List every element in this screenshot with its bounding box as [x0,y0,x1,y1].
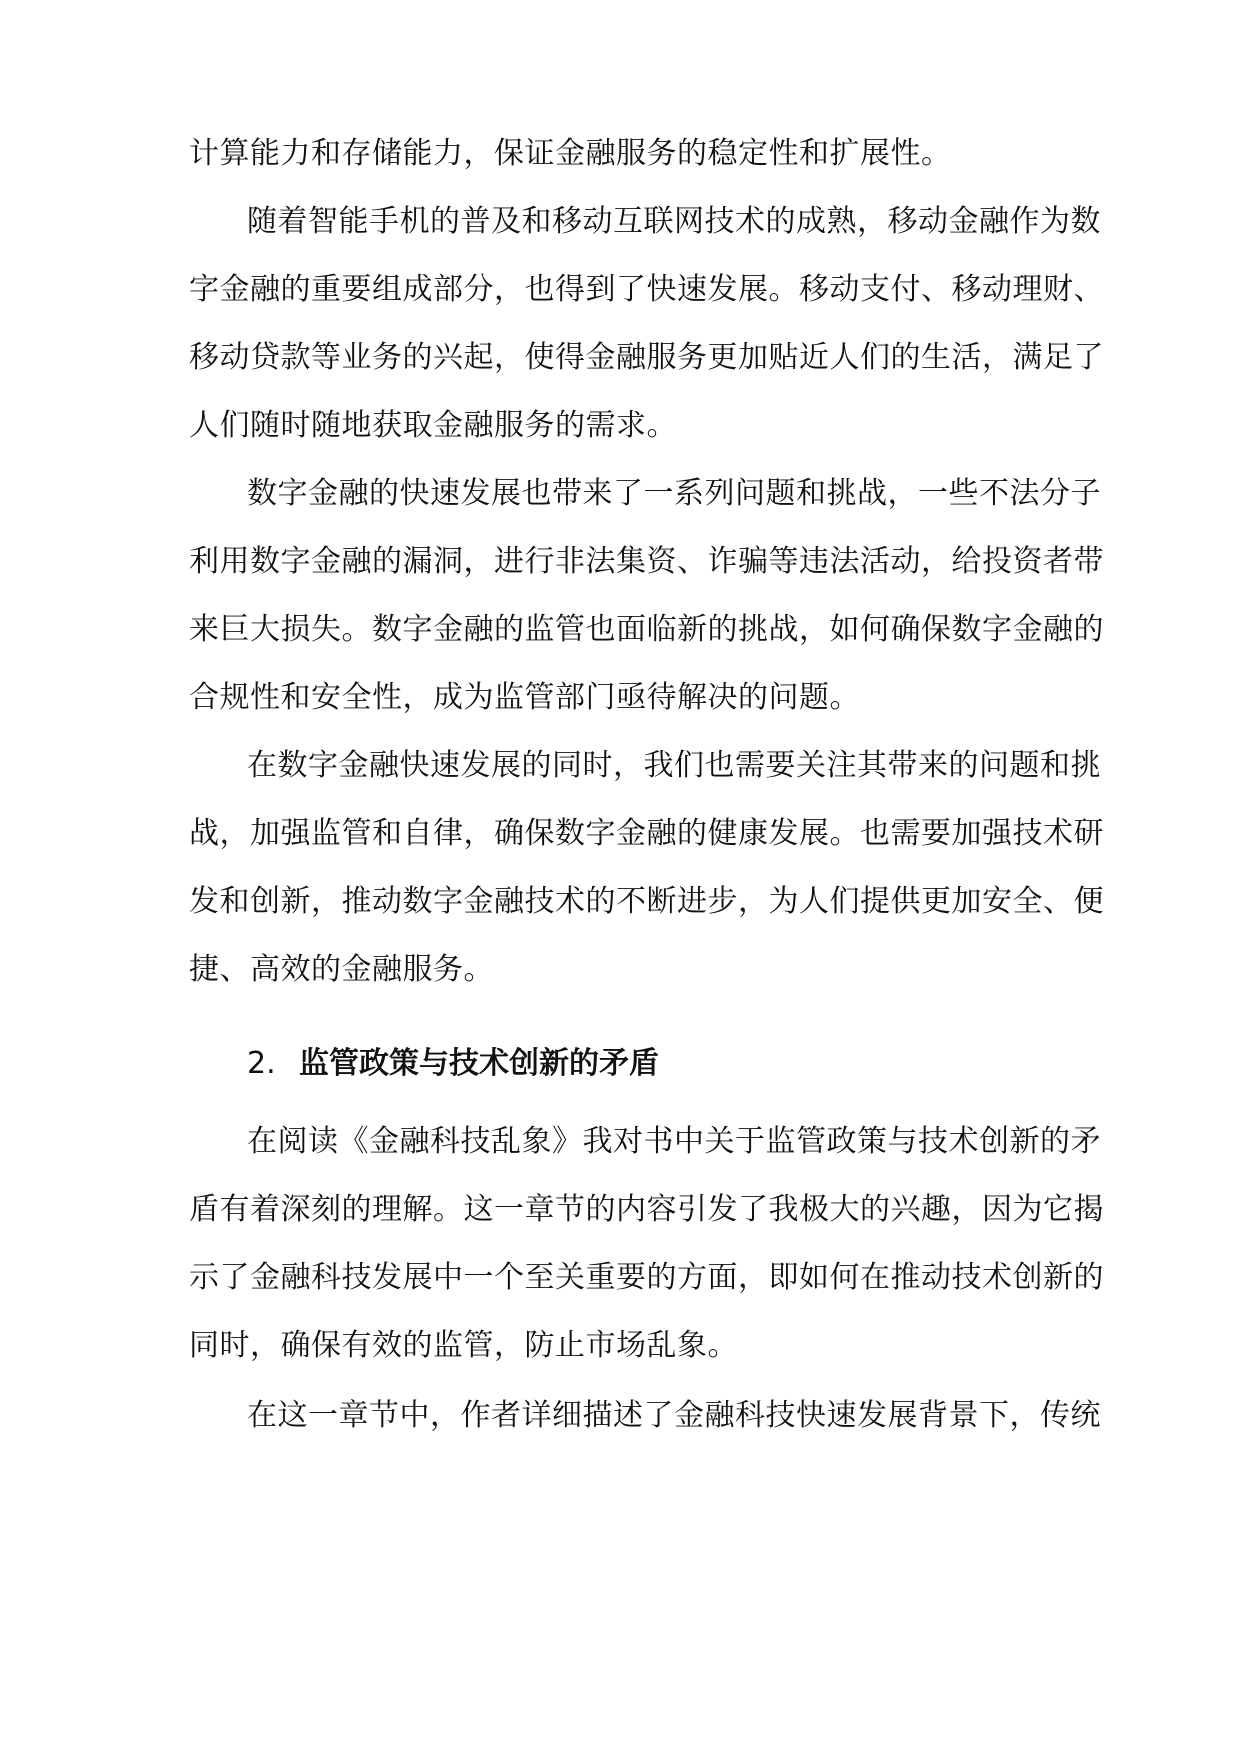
paragraph-line: 示了金融科技发展中一个至关重要的方面，即如何在推动技术创新的 [189,1260,1104,1295]
paragraph-line: 来巨大损失。数字金融的监管也面临新的挑战，如何确保数字金融的 [189,612,1104,647]
paragraph-line: 在这一章节中，作者详细描述了金融科技快速发展背景下，传统 [247,1398,1101,1433]
paragraph-line: 利用数字金融的漏洞，进行非法集资、诈骗等违法活动，给投资者带 [189,544,1104,579]
paragraph-line: 在阅读《金融科技乱象》我对书中关于监管政策与技术创新的矛 [247,1124,1101,1159]
paragraph-line: 字金融的重要组成部分，也得到了快速发展。移动支付、移动理财、 [189,272,1104,307]
section-heading [247,1044,659,1084]
paragraph-line: 捷、高效的金融服务。 [189,952,494,987]
section-number: 2. [247,1046,276,1081]
paragraph-line: 随着智能手机的普及和移动互联网技术的成熟，移动金融作为数 [247,204,1101,239]
section-title: 监管政策与技术创新的矛盾 [299,1046,659,1081]
paragraph-line: 同时，确保有效的监管，防止市场乱象。 [189,1328,738,1363]
paragraph-line: 人们随时随地获取金融服务的需求。 [189,408,677,443]
paragraph-line: 盾有着深刻的理解。这一章节的内容引发了我极大的兴趣，因为它揭 [189,1192,1104,1227]
paragraph-line: 移动贷款等业务的兴起，使得金融服务更加贴近人们的生活，满足了 [189,340,1104,375]
paragraph-line: 计算能力和存储能力，保证金融服务的稳定性和扩展性。 [189,136,952,171]
paragraph-line: 合规性和安全性，成为监管部门亟待解决的问题。 [189,680,860,715]
paragraph-line: 战，加强监管和自律，确保数字金融的健康发展。也需要加强技术研 [189,816,1104,851]
paragraph-line: 数字金融的快速发展也带来了一系列问题和挑战，一些不法分子 [247,476,1101,511]
paragraph-line: 在数字金融快速发展的同时，我们也需要关注其带来的问题和挑 [247,748,1101,783]
paragraph-line: 发和创新，推动数字金融技术的不断进步，为人们提供更加安全、便 [189,884,1104,919]
